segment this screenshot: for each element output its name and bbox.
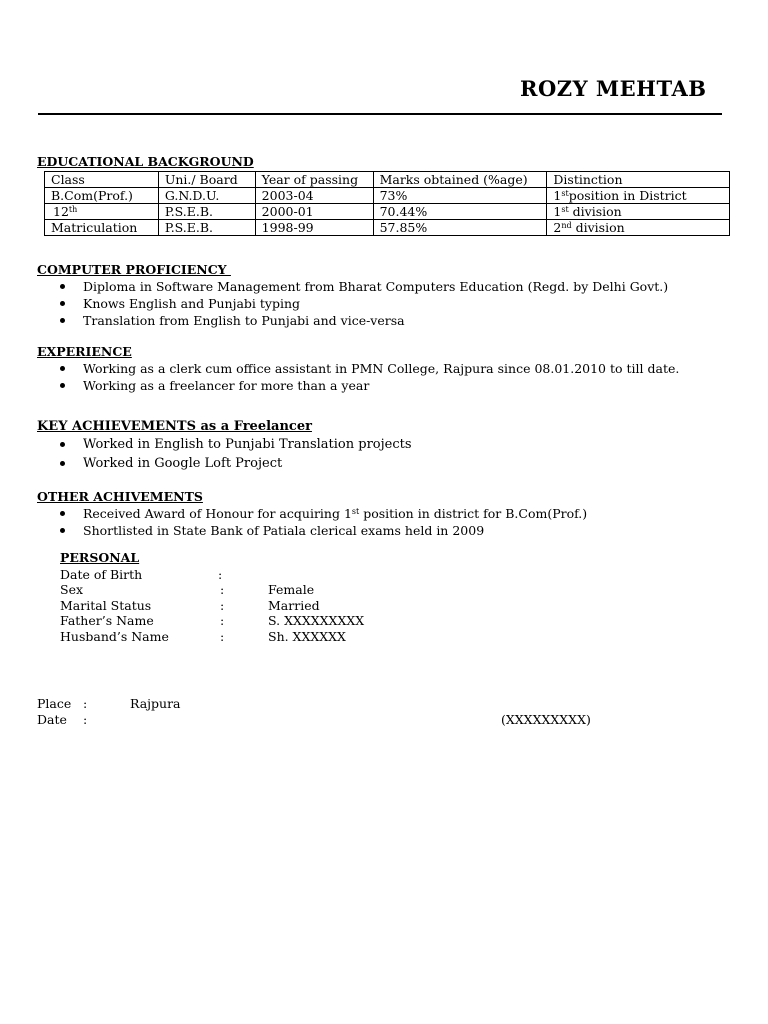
list-item: Translation from English to Punjabi and vice-versa: [37, 312, 668, 329]
column-header: Year of passing: [255, 172, 373, 188]
personal-label: Husband’s Name: [60, 629, 169, 644]
distinction-cell: 1stposition in District: [547, 188, 730, 204]
personal-colon: :: [220, 582, 225, 597]
personal-colon: :: [220, 613, 225, 628]
list-item: Knows English and Punjabi typing: [37, 295, 668, 312]
year-cell: 1998-99: [255, 220, 373, 236]
experience-heading: EXPERIENCE: [37, 344, 132, 359]
personal-label: Father’s Name: [60, 613, 154, 628]
personal-label: Marital Status: [60, 598, 152, 613]
other-achievements-heading: OTHER ACHIVEMENTS: [37, 489, 203, 504]
resume-name: ROZY MEHTAB: [520, 76, 707, 101]
personal-value: Sh. XXXXXX: [268, 629, 346, 644]
marks-cell: 73%: [373, 188, 547, 204]
date-line: [37, 712, 88, 728]
list-item: Shortlisted in State Bank of Patiala clerical exams held in 2009: [37, 522, 587, 539]
list-item: Worked in English to Punjabi Translation projects: [37, 436, 412, 455]
place-value: Rajpura: [130, 696, 181, 711]
class-cell: 12th: [45, 204, 159, 220]
column-header: Uni./ Board: [158, 172, 255, 188]
marks-cell: 57.85%: [373, 220, 547, 236]
distinction-cell: 2nd division: [547, 220, 730, 236]
column-header: Distinction: [547, 172, 730, 188]
personal-colon: :: [220, 598, 225, 613]
computer-proficiency-heading: COMPUTER PROFICIENCY: [37, 262, 231, 277]
key-achievements-heading: KEY ACHIEVEMENTS as a Freelancer: [37, 419, 312, 434]
marks-cell: 70.44%: [373, 204, 547, 220]
header-divider: [38, 113, 722, 115]
class-cell: Matriculation: [45, 220, 159, 236]
list-item: Working as a freelancer for more than a year: [37, 377, 679, 394]
board-cell: P.S.E.B.: [158, 220, 255, 236]
personal-value: Married: [268, 598, 320, 613]
education-heading: EDUCATIONAL BACKGROUND: [37, 154, 254, 169]
table-row: [45, 188, 730, 204]
board-cell: P.S.E.B.: [158, 204, 255, 220]
personal-heading: PERSONAL: [60, 550, 140, 565]
computer-proficiency-list: [37, 278, 668, 329]
table-row: [45, 204, 730, 220]
column-header: Class: [45, 172, 159, 188]
column-header: Marks obtained (%age): [373, 172, 547, 188]
education-table: [44, 171, 730, 236]
table-row: [45, 220, 730, 236]
place-line: [37, 696, 181, 712]
date-colon: :: [83, 712, 88, 727]
personal-label: Sex: [60, 582, 84, 597]
key-achievements-list: [37, 436, 412, 473]
personal-value: Female: [268, 582, 315, 597]
signature: (XXXXXXXXX): [501, 712, 591, 727]
list-item: Diploma in Software Management from Bharat Computers Education (Regd. by Delhi Govt.): [37, 278, 668, 295]
personal-label: Date of Birth: [60, 567, 143, 582]
other-achievements-list: [37, 505, 587, 539]
list-item: Received Award of Honour for acquiring 1st position in district for B.Com(Prof.): [37, 505, 587, 522]
place-label: Place: [37, 696, 72, 711]
board-cell: G.N.D.U.: [158, 188, 255, 204]
place-colon: :: [83, 696, 88, 711]
personal-colon: :: [218, 567, 223, 582]
table-header-row: [45, 172, 730, 188]
list-item: Worked in Google Loft Project: [37, 455, 412, 474]
date-label: Date: [37, 712, 67, 727]
distinction-cell: 1st division: [547, 204, 730, 220]
personal-colon: :: [220, 629, 225, 644]
experience-list: [37, 360, 679, 394]
year-cell: 2000-01: [255, 204, 373, 220]
year-cell: 2003-04: [255, 188, 373, 204]
list-item: Working as a clerk cum office assistant in PMN College, Rajpura since 08.01.2010 to till date.: [37, 360, 679, 377]
class-cell: B.Com(Prof.): [45, 188, 159, 204]
personal-value: S. XXXXXXXXX: [268, 613, 365, 628]
